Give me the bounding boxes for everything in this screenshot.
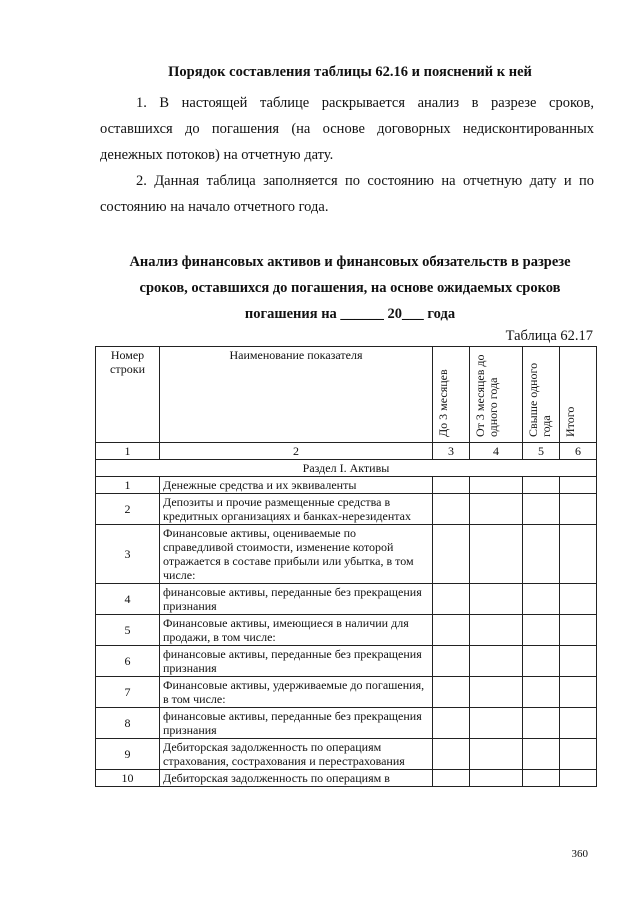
cell-total[interactable] <box>560 494 597 525</box>
cell-total[interactable] <box>560 584 597 615</box>
cell-up-to-3-months[interactable] <box>433 525 470 584</box>
table-row <box>96 708 597 739</box>
row-number: 2 <box>96 494 160 525</box>
header-3-months-to-1-year <box>470 347 523 443</box>
row-name: Финансовые активы, удерживаемые до погашения, в том числе: <box>160 677 433 708</box>
paragraph-1-line-2: оставшихся до погашения (на основе договорных недисконтированных <box>100 121 594 137</box>
header-row-number: Номер строки <box>96 347 160 443</box>
cell-over-1-year[interactable] <box>523 477 560 494</box>
cell-3-months-to-1-year[interactable] <box>470 615 523 646</box>
row-number: 6 <box>96 646 160 677</box>
cell-over-1-year[interactable] <box>523 646 560 677</box>
cell-up-to-3-months[interactable] <box>433 615 470 646</box>
column-number: 3 <box>433 443 470 460</box>
cell-3-months-to-1-year[interactable] <box>470 677 523 708</box>
row-number: 4 <box>96 584 160 615</box>
table-row <box>96 477 597 494</box>
section-title: Раздел I. Активы <box>96 460 597 477</box>
table-heading <box>100 249 600 327</box>
table-row <box>96 739 597 770</box>
row-number: 5 <box>96 615 160 646</box>
cell-over-1-year[interactable] <box>523 708 560 739</box>
cell-up-to-3-months[interactable] <box>433 584 470 615</box>
analysis-table <box>95 346 597 787</box>
cell-up-to-3-months[interactable] <box>433 494 470 525</box>
header-indicator-name: Наименование показателя <box>160 347 433 443</box>
table-heading-line-2: сроков, оставшихся до погашения, на основе ожидаемых сроков <box>139 280 561 296</box>
header-over-1-year <box>523 347 560 443</box>
table-row <box>96 584 597 615</box>
row-name: финансовые активы, переданные без прекращения признания <box>160 646 433 677</box>
row-number: 1 <box>96 477 160 494</box>
row-name: финансовые активы, переданные без прекращения признания <box>160 584 433 615</box>
paragraph-2-line-1: 2. Данная таблица заполняется по состоянию на отчетную дату и по <box>136 173 594 189</box>
cell-up-to-3-months[interactable] <box>433 770 470 787</box>
row-number: 8 <box>96 708 160 739</box>
table-header-row <box>96 347 597 443</box>
row-number: 10 <box>96 770 160 787</box>
column-number: 6 <box>560 443 597 460</box>
row-number: 3 <box>96 525 160 584</box>
cell-3-months-to-1-year[interactable] <box>470 739 523 770</box>
cell-over-1-year[interactable] <box>523 525 560 584</box>
cell-total[interactable] <box>560 646 597 677</box>
row-name: Денежные средства и их эквиваленты <box>160 477 433 494</box>
header-total <box>560 347 597 443</box>
table-row <box>96 494 597 525</box>
cell-total[interactable] <box>560 477 597 494</box>
paragraph-1-line-1: 1. В настоящей таблице раскрывается анализ в разрезе сроков, <box>136 95 594 111</box>
row-name: Дебиторская задолженность по операциям в <box>160 770 433 787</box>
cell-over-1-year[interactable] <box>523 677 560 708</box>
paragraph-2 <box>100 168 594 220</box>
section-row <box>96 460 597 477</box>
cell-up-to-3-months[interactable] <box>433 739 470 770</box>
cell-total[interactable] <box>560 708 597 739</box>
table-row <box>96 770 597 787</box>
page-number: 360 <box>571 848 588 860</box>
row-name: финансовые активы, переданные без прекращения признания <box>160 708 433 739</box>
cell-up-to-3-months[interactable] <box>433 646 470 677</box>
cell-total[interactable] <box>560 770 597 787</box>
column-number: 4 <box>470 443 523 460</box>
row-number: 9 <box>96 739 160 770</box>
table-row <box>96 615 597 646</box>
cell-up-to-3-months[interactable] <box>433 477 470 494</box>
row-name: Финансовые активы, оцениваемые по справедливой стоимости, изменение которой отражается в составе прибыли или убытка, в том числе: <box>160 525 433 584</box>
cell-over-1-year[interactable] <box>523 584 560 615</box>
row-number: 7 <box>96 677 160 708</box>
header-total-text: Итого <box>563 406 577 437</box>
cell-total[interactable] <box>560 677 597 708</box>
row-name: Финансовые активы, имеющиеся в наличии для продажи, в том числе: <box>160 615 433 646</box>
cell-3-months-to-1-year[interactable] <box>470 584 523 615</box>
table-row <box>96 677 597 708</box>
table-caption: Таблица 62.17 <box>505 328 593 344</box>
cell-3-months-to-1-year[interactable] <box>470 646 523 677</box>
paragraph-2-line-2: состоянию на начало отчетного года. <box>100 199 329 215</box>
column-number-row <box>96 443 597 460</box>
header-up-to-3-months <box>433 347 470 443</box>
table-row <box>96 525 597 584</box>
cell-over-1-year[interactable] <box>523 770 560 787</box>
cell-over-1-year[interactable] <box>523 494 560 525</box>
paragraph-1 <box>100 90 594 168</box>
cell-3-months-to-1-year[interactable] <box>470 477 523 494</box>
document-title: Порядок составления таблицы 62.16 и пояснений к ней <box>168 64 532 80</box>
column-number: 2 <box>160 443 433 460</box>
column-number: 1 <box>96 443 160 460</box>
column-number: 5 <box>523 443 560 460</box>
cell-up-to-3-months[interactable] <box>433 677 470 708</box>
cell-3-months-to-1-year[interactable] <box>470 708 523 739</box>
header-3-months-to-1-year-text: От 3 месяцев до одного года <box>473 354 500 437</box>
cell-3-months-to-1-year[interactable] <box>470 494 523 525</box>
header-up-to-3-months-text: До 3 месяцев <box>436 369 450 437</box>
table-row <box>96 646 597 677</box>
cell-over-1-year[interactable] <box>523 739 560 770</box>
cell-total[interactable] <box>560 525 597 584</box>
paragraph-1-line-3: денежных потоков) на отчетную дату. <box>100 147 334 163</box>
cell-3-months-to-1-year[interactable] <box>470 525 523 584</box>
cell-total[interactable] <box>560 739 597 770</box>
row-name: Депозиты и прочие размещенные средства в кредитных организациях и банках-нерезидентах <box>160 494 433 525</box>
header-over-1-year-text: Свыше одного года <box>526 362 553 437</box>
table-heading-line-1: Анализ финансовых активов и финансовых обязательств в разрезе <box>129 254 571 270</box>
table-heading-line-3: погашения на ______ 20___ года <box>244 306 456 322</box>
cell-3-months-to-1-year[interactable] <box>470 770 523 787</box>
cell-total[interactable] <box>560 615 597 646</box>
cell-up-to-3-months[interactable] <box>433 708 470 739</box>
cell-over-1-year[interactable] <box>523 615 560 646</box>
row-name: Дебиторская задолженность по операциям страхования, сострахования и перестрахования <box>160 739 433 770</box>
